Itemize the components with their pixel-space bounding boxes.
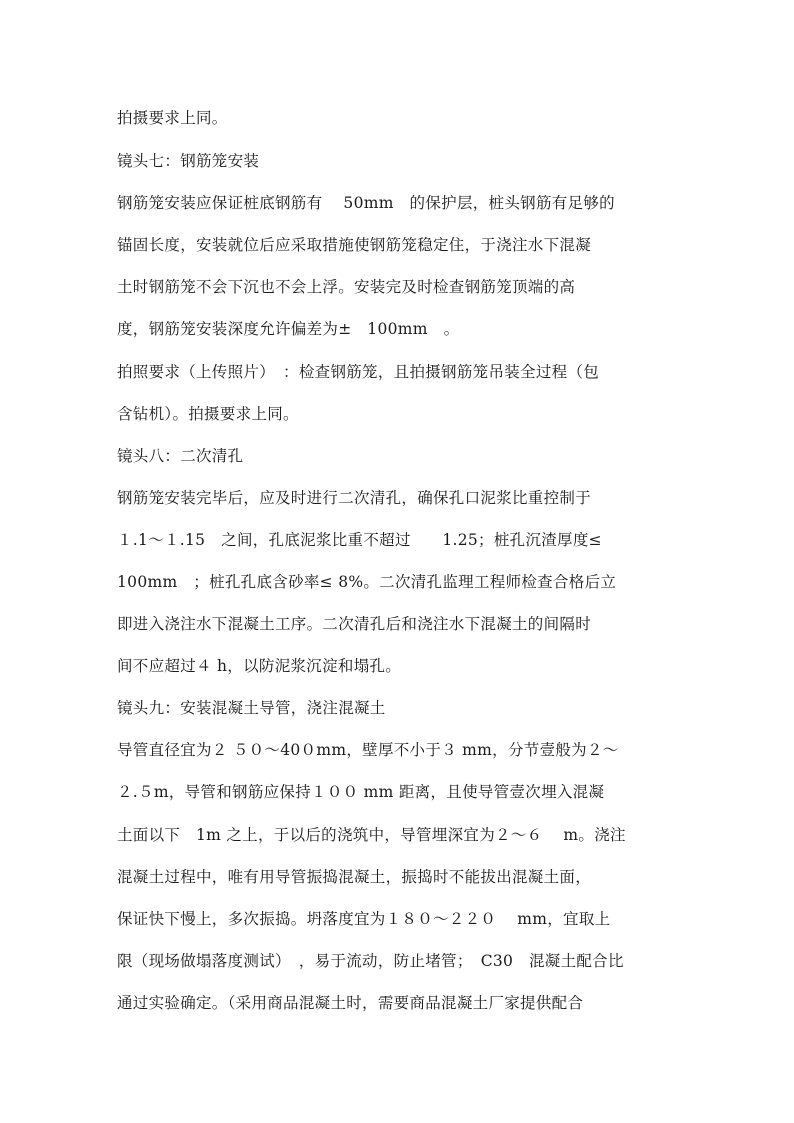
- text-line: 间不应超过４ h，以防泥浆沉淀和塌孔。: [117, 657, 402, 675]
- text-line: １.1～１.15 之间，孔底泥浆比重不超过 1.25；桩孔沉渣厚度≤: [117, 531, 602, 549]
- text-line: 钢筋笼安装完毕后，应及时进行二次清孔，确保孔口泥浆比重控制于: [117, 489, 592, 507]
- text-line: 含钻机）。拍摄要求上同。: [117, 405, 299, 423]
- text-line: 土面以下 1m 之上，于以后的浇筑中，导管埋深宜为２～６ m。浇注: [117, 826, 626, 844]
- text-line: 锚固长度，安装就位后应采取措施使钢筋笼稳定住，于浇注水下混凝: [117, 236, 592, 254]
- text-line: 限（现场做塌落度测试） ，易于流动，防止堵管； C30 混凝土配合比: [117, 952, 624, 970]
- section-heading: 镜头八：二次清孔: [117, 447, 244, 465]
- text-line: 导管直径宜为２ ５０～40０mm，壁厚不小于３ mm，分节壹般为２～: [117, 741, 619, 759]
- text-line: 混凝土过程中，唯有用导管振捣混凝土，振捣时不能拔出混凝土面，: [117, 868, 592, 886]
- text-line: 拍摄要求上同。: [117, 109, 228, 127]
- text-line: 通过实验确定。（采用商品混凝土时，需要商品混凝土厂家提供配合: [117, 994, 584, 1012]
- text-line: 钢筋笼安装应保证桩底钢筋有 50mm 的保护层，桩头钢筋有足够的: [117, 194, 615, 212]
- text-line: 即进入浇注水下混凝土工序。二次清孔后和浇注水下混凝土的间隔时: [117, 615, 592, 633]
- section-heading: 镜头九：安装混凝土导管，浇注混凝土: [117, 699, 386, 717]
- text-line: 度，钢筋笼安装深度允许偏差为± 100mm 。: [117, 320, 460, 338]
- text-line: 土时钢筋笼不会下沉也不会上浮。安装完及时检查钢筋笼顶端的高: [117, 278, 576, 296]
- text-line: 100mm ；桩孔孔底含砂率≤ 8%。二次清孔监理工程师检查合格后立: [117, 573, 617, 591]
- text-line: 保证快下慢上，多次振捣。坍落度宜为１８０～２２０ mm，宜取上: [117, 910, 611, 928]
- text-line: 拍照要求（上传照片） ：检查钢筋笼，且拍摄钢筋笼吊装全过程（包: [117, 363, 600, 381]
- text-line: ２.５m，导管和钢筋应保持１００ mm 距离，且使导管壹次埋入混凝: [117, 783, 605, 801]
- section-heading: 镜头七：钢筋笼安装: [117, 152, 260, 170]
